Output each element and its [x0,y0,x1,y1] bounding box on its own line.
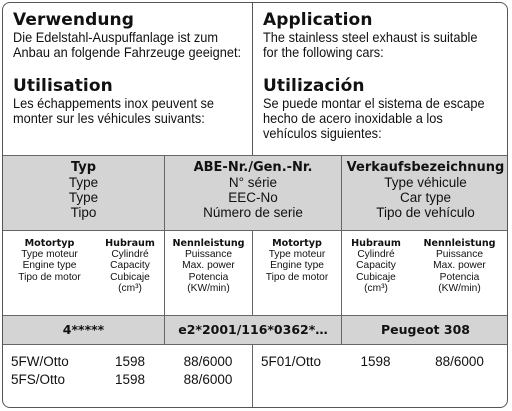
header-abe-en: EEC-No [228,190,278,205]
subheader-line: Cylindré [357,249,395,260]
subheader-line: Engine type [270,260,324,272]
right-leistung-column [410,345,508,408]
table-cell: 88/6000 [183,354,233,369]
header-abe-fr: N° série [228,175,278,190]
intro-french [13,77,248,126]
subheader-line: Potencia [188,271,229,283]
left-hubraum-column [96,345,164,408]
subheader-line: Puissance [435,249,483,260]
right-hubraum-column [341,345,410,408]
intro-spanish [263,77,505,141]
table-cell: 1598 [114,354,146,369]
table-cell: 5FW/Otto [11,354,69,369]
header-typ-es: Tipo [70,205,97,220]
application-card [2,2,508,408]
subheader-line: Tipo de motor [265,271,329,283]
intro-left-column [3,3,252,155]
subheader-line: Capacity [356,260,396,272]
intro-section [3,3,508,155]
subheader-line: Cylindré [111,249,149,260]
header-typ [3,156,164,230]
data-rows [3,345,508,408]
subheader-line: Type moteur [21,249,78,260]
model-typ: 4***** [62,322,105,337]
header-verkauf-fr: Type véhicule [384,175,467,190]
subheader-line: Cubicaje [356,271,396,283]
subheader-line: (KW/min) [438,283,481,295]
subheader-line: Max. power [182,260,235,272]
table-header-row [3,155,508,231]
header-abe-title: ABE-Nr./Gen.-Nr. [193,160,313,175]
model-name: Peugeot 308 [341,316,508,344]
subheader-line: Engine type [22,260,77,272]
header-abe [164,156,341,230]
model-row [3,315,508,345]
model-abe-number: e2*2001/116*0362*… [164,316,341,344]
table-cell: 88/6000 [183,372,233,387]
header-verkauf-es: Tipo de vehículo [376,205,475,220]
subheader-title: Motortyp [272,238,322,249]
left-motor-column [11,345,96,408]
subheader-line: Capacity [110,260,150,272]
subheader-motortyp-right [252,231,341,315]
subheader-title: Nennleistung [172,238,245,249]
header-abe-es: Número de serie [203,205,303,220]
header-verkauf-title: Verkaufsbezeichnung [346,160,505,175]
subheader-hubraum-right [341,231,410,315]
intro-right-column [252,3,508,155]
header-verkauf-en: Car type [399,190,452,205]
subheader-nennleistung-right [410,231,508,315]
title-verwendung: Verwendung [13,10,135,30]
table-cell: 5F01/Otto [261,354,322,369]
subheader-title: Nennleistung [423,238,496,249]
subheader-line: Type moteur [268,249,326,260]
table-cell: 88/6000 [435,354,484,369]
subheader-line: Max. power [433,260,486,272]
subheader-hubraum-left [96,231,164,315]
subheader-motortyp-left [3,231,96,315]
title-application: Application [263,10,373,30]
table-cell: 1598 [360,354,391,369]
subheader-title: Hubraum [351,238,401,249]
subheader-line: (cm³) [118,283,142,295]
title-utilizacion: Utilización [263,76,365,96]
subheader-nennleistung-left [164,231,252,315]
subheader-line: Potencia [439,271,480,283]
text-verwendung: Die Edelstahl-Auspuffanlage ist zum Anbau an folgende Fahrzeuge geeignet: [13,30,242,60]
text-utilizacion: Se puede montar el sistema de escape hecho de acero inoxidable a los vehículos siguientes: [263,96,485,141]
subheader-title: Motortyp [24,238,75,249]
table-cell: 1598 [114,372,146,387]
left-leistung-column [164,345,252,408]
subheader-line: Tipo de motor [18,271,81,283]
header-typ-title: Typ [70,160,97,175]
subheader-line: (KW/min) [187,283,230,295]
subheader-line: Puissance [184,249,232,260]
header-verkauf [341,156,508,230]
table-subheader-row [3,231,508,315]
intro-english [263,11,505,60]
table-cell: 5FS/Otto [11,372,66,387]
intro-german [13,11,248,60]
subheader-line: Cubicaje [110,271,150,283]
header-typ-en: Type [68,190,99,205]
subheader-title: Hubraum [105,238,155,249]
right-motor-column [252,345,341,408]
subheader-line: (cm³) [364,283,388,295]
title-utilisation: Utilisation [13,76,113,96]
text-application: The stainless steel exhaust is suitable for the following cars: [263,30,478,60]
text-utilisation: Les échappements inox peuvent se monter sur les véhicules suivants: [13,96,215,126]
header-typ-fr: Type [68,175,99,190]
